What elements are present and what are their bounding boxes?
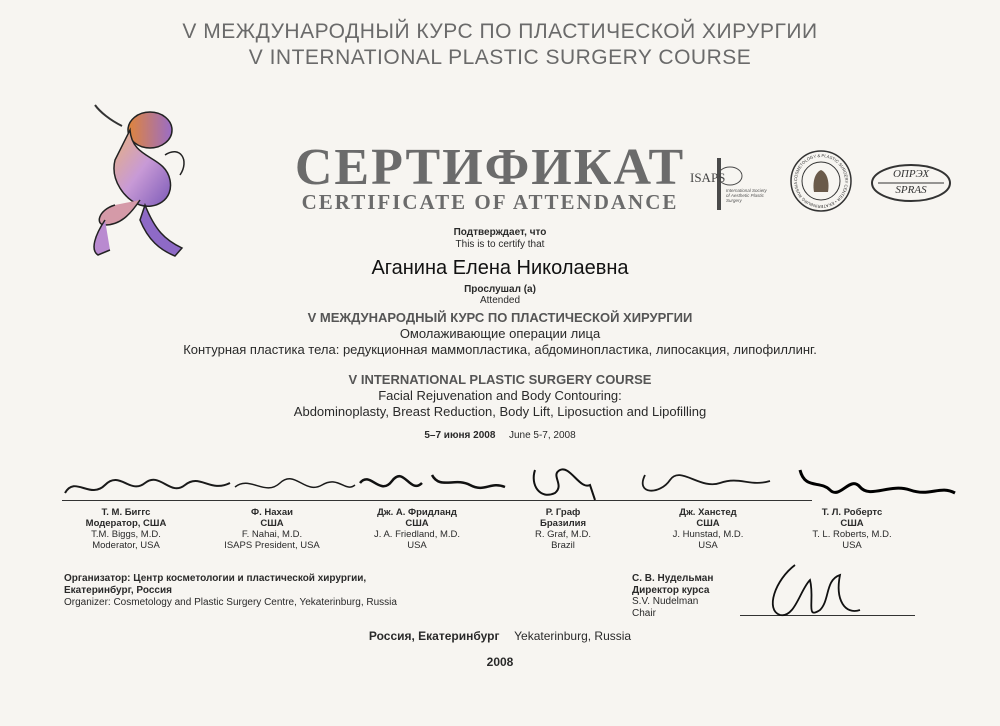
location-ru: Россия, Екатеринбург bbox=[368, 629, 500, 643]
signatures-handwriting bbox=[60, 455, 960, 515]
signatory-role-ru: США bbox=[260, 518, 284, 529]
center-seal-ring-text: COSMETOLOGY & PLASTIC SURGERY CENTER • EKATERINBURG RUSSIA bbox=[792, 152, 850, 210]
signatory-roberts bbox=[777, 507, 927, 551]
signatory-biggs bbox=[51, 507, 201, 551]
signatory-role-en: Brazil bbox=[551, 540, 575, 551]
signatory-name-ru: Т. Л. Робертс bbox=[821, 507, 883, 518]
attended-ru: Прослушал (а) bbox=[464, 284, 536, 295]
certify-ru: Подтверждает, что bbox=[453, 227, 547, 238]
signatory-role-ru: Бразилия bbox=[539, 518, 586, 529]
signatory-name-ru: Т. М. Биггс bbox=[101, 507, 151, 518]
isaps-caption: International Society of Aesthetic Plastic Surgery bbox=[726, 188, 767, 203]
signatory-name-en: J. Hunstad, M.D. bbox=[672, 529, 744, 540]
signatory-graf bbox=[488, 507, 638, 551]
signatory-role-en: Moderator, USA bbox=[92, 540, 160, 551]
spras-logo bbox=[870, 163, 952, 203]
signatory-friedland bbox=[342, 507, 492, 551]
course-en-line2: Abdominoplasty, Breast Reduction, Body Lift, Liposuction and Lipofilling bbox=[293, 404, 707, 419]
signatory-role-en: USA bbox=[842, 540, 862, 551]
chair-name-ru: С. В. Нудельман bbox=[632, 573, 714, 584]
chair-signature-handwriting bbox=[755, 560, 865, 630]
organizer-ru-line2: Екатеринбург, Россия bbox=[64, 585, 172, 596]
chair-role-en: Chair bbox=[632, 607, 656, 619]
header-en: V INTERNATIONAL PLASTIC SURGERY COURSE bbox=[248, 46, 752, 69]
signatory-role-ru: Модератор, США bbox=[85, 518, 167, 529]
chair-role-ru: Директор курса bbox=[632, 584, 710, 596]
signatory-hunstad bbox=[633, 507, 783, 551]
signatory-role-ru: США bbox=[696, 518, 720, 529]
signatory-role-ru: США bbox=[840, 518, 864, 529]
course-en-line1: Facial Rejuvenation and Body Contouring: bbox=[378, 388, 622, 403]
signatory-name-ru: Дж. А. Фридланд bbox=[377, 507, 457, 518]
signatory-name-ru: Ф. Нахаи bbox=[251, 507, 293, 518]
center-seal-logo bbox=[790, 150, 852, 212]
signatory-name-ru: Р. Граф bbox=[545, 507, 581, 518]
signatory-name-en: J. A. Friedland, M.D. bbox=[373, 529, 461, 540]
signatory-name-en: R. Graf, M.D. bbox=[535, 529, 591, 540]
certify-en: This is to certify that bbox=[455, 239, 545, 250]
course-ru-line2: Контурная пластика тела: редукционная маммопластика, абдоминопластика, липосакция, липофиллинг. bbox=[183, 342, 817, 357]
signatory-name-en: T.M. Biggs, M.D. bbox=[91, 529, 161, 540]
course-dates bbox=[0, 430, 1000, 441]
signatory-name-ru: Дж. Ханстед bbox=[679, 507, 737, 518]
location-en: Yekaterinburg, Russia bbox=[514, 629, 632, 643]
attended-en: Attended bbox=[479, 295, 521, 306]
signatory-name-en: F. Nahai, M.D. bbox=[241, 529, 303, 540]
organizer-block bbox=[64, 573, 397, 609]
isaps-text: ISAPS bbox=[690, 170, 726, 185]
organizer-ru-line1: Организатор: Центр косметологии и пластической хирургии, bbox=[64, 573, 367, 584]
signatory-role-en: ISAPS President, USA bbox=[224, 540, 320, 551]
organizer-en: Organizer: Cosmetology and Plastic Surgery Centre, Yekaterinburg, Russia bbox=[64, 597, 397, 608]
recipient-name: Аганина Елена Николаевна bbox=[371, 257, 629, 279]
signatory-name-en: T. L. Roberts, M.D. bbox=[812, 529, 892, 540]
chair-name-en: S.V. Nudelman bbox=[632, 596, 699, 607]
year: 2008 bbox=[486, 655, 514, 669]
spras-text-bottom: SPRAS bbox=[895, 184, 927, 196]
course-ru-title: V МЕЖДУНАРОДНЫЙ КУРС ПО ПЛАСТИЧЕСКОЙ ХИРУРГИИ bbox=[307, 310, 693, 325]
location bbox=[0, 629, 1000, 643]
dates-en: June 5-7, 2008 bbox=[508, 430, 576, 441]
course-en-title: V INTERNATIONAL PLASTIC SURGERY COURSE bbox=[348, 372, 652, 387]
course-ru-line1: Омолаживающие операции лица bbox=[399, 326, 601, 341]
certificate-title-en: CERTIFICATE OF ATTENDANCE bbox=[301, 190, 679, 214]
signatory-role-en: USA bbox=[698, 540, 718, 551]
certificate-title-ru: СЕРТИФИКАТ bbox=[294, 139, 686, 196]
header-ru: V МЕЖДУНАРОДНЫЙ КУРС ПО ПЛАСТИЧЕСКОЙ ХИРУРГИИ bbox=[182, 20, 818, 43]
signatory-role-en: USA bbox=[407, 540, 427, 551]
signatory-nahai bbox=[197, 507, 347, 551]
dates-ru: 5–7 июня 2008 bbox=[424, 430, 496, 441]
signatory-role-ru: США bbox=[405, 518, 429, 529]
isaps-logo bbox=[690, 158, 770, 210]
chair-block bbox=[632, 573, 713, 619]
spras-text-top: ОПРЭХ bbox=[892, 168, 930, 180]
